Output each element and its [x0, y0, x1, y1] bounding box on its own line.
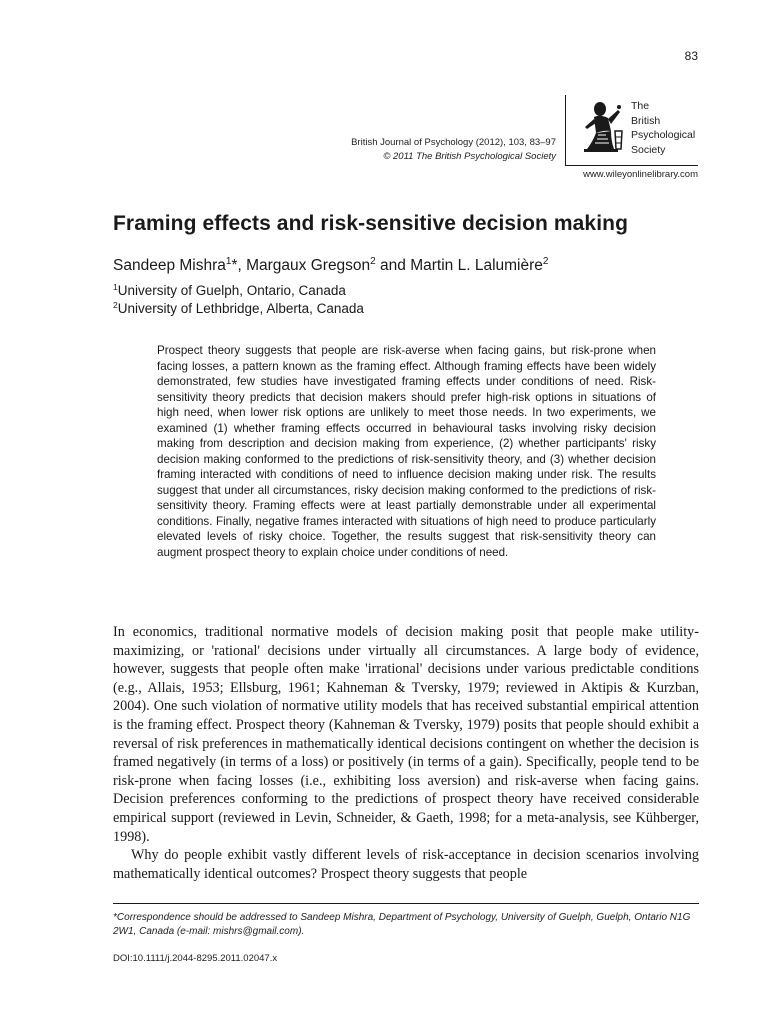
footnote-divider — [113, 903, 699, 904]
journal-citation: British Journal of Psychology (2012), 103, 83–97 — [351, 137, 556, 148]
society-name: The British Psychological Society — [631, 100, 696, 156]
affiliation: $^1$University of Guelph, Ontario, Canada — [113, 282, 346, 298]
journal-citation-block — [351, 136, 556, 164]
doi-identifier[interactable]: DOI:10.1111/j.2044-8295.2011.02047.x — [113, 953, 278, 964]
body-paragraph: In economics, traditional normative models of decision making posit that people make utility-maximizing, or 'rational' decisions under virtually all circumstances. A large body of evidence, however, suggests that people often make 'irrational' decisions under various predictable conditions (e.g., Allais, 1953; Ellsburg, 1961; Kahneman & Tversky, 1979; reviewed in Aktipis & Kurzban, 2004). One such violation of normative utility models that has received substantial empirical attention is the framing effect. Prospect theory (Kahneman & Tversky, 1979) posits that people should exhibit a reversal of risk preferences in mathematically identical decisions contingent on whether the decision is framed negatively (in terms of a loss) or positively (in terms of a gain). Specifically, people tend to be risk-prone when facing losses (i.e., exhibiting loss aversion) and risk-averse when facing gains. Decision preferences conforming to the predictions of prospect theory have received considerable empirical support (reviewed in Levin, Schneider, & Gaeth, 1998; for a meta-analysis, see Kühberger, 1998). — [113, 624, 699, 845]
page-number: 83 — [684, 49, 698, 63]
article-body — [113, 623, 699, 883]
correspondence-marker: * — [231, 257, 238, 274]
header-divider-vertical — [565, 95, 566, 165]
society-logo-icon — [578, 97, 626, 159]
author-name: Sandeep Mishra — [113, 257, 226, 274]
body-paragraph: Why do people exhibit vastly different levels of risk-acceptance in decision scenarios involving mathematically identical outcomes? Prospect theory suggests that people — [113, 847, 699, 882]
affiliation-marker: 1 — [225, 256, 232, 267]
journal-website-link[interactable]: www.wileyonlinelibrary.com — [583, 169, 698, 180]
author-list: Sandeep Mishra$^1$*, Margaux Gregson$^2$ and Martin L. Lalumière$^2$ — [113, 256, 549, 274]
correspondence-footnote — [113, 911, 699, 939]
article-title: Framing effects and risk-sensitive decision making — [113, 212, 628, 235]
abstract: Prospect theory suggests that people are risk-averse when facing gains, but risk-prone when facing losses, a pattern known as the framing effect. Although framing effects have been widely demonstrated, few studies have investigated framing effects under conditions of need. Risk-sensitivity theory predicts that decision makers should prefer high-risk options in situations of high need, when lower risk options are unlikely to meet those needs. In two experiments, we examined (1) whether framing effects occurred in behavioural tasks involving risky decision making from description and decision making from experience, (2) whether participants' risky decision making conformed to the predictions of risk-sensitivity theory, and (3) whether decision framing interacted with conditions of need to influence decision making under risk. The results suggest that under all circumstances, risky decision making conformed to the predictions of risk-sensitivity theory. Framing effects were at least partially demonstrable under all experimental conditions. Finally, negative frames interacted with situations of high need to produce particularly elevated levels of risky choice. Together, the results suggest that risk-sensitivity theory can augment prospect theory to explain choice under conditions of need. — [157, 344, 656, 559]
footnote-text: Correspondence should be addressed to Sandeep Mishra, Department of Psychology, University of Guelph, Guelph, Ontario N1G 2W1, Canada (e-mail: mishrs@gmail.com). — [113, 912, 691, 937]
footnote-marker: * — [113, 912, 117, 923]
affiliation-marker: 2 — [370, 256, 376, 267]
affiliation-marker: 2 — [542, 256, 549, 267]
header-divider-horizontal — [565, 165, 698, 166]
affiliation: $^2$University of Lethbridge, Alberta, Canada — [113, 300, 364, 316]
author-name: Martin L. Lalumière — [410, 257, 543, 274]
copyright-notice: © 2011 The British Psychological Society — [383, 151, 556, 162]
author-name: Margaux Gregson — [246, 257, 371, 274]
